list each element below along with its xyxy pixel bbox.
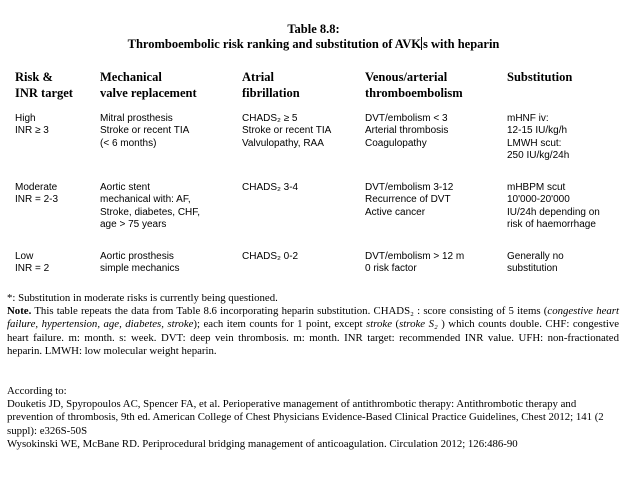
cell-line: CHADS₂ ≥ 5 xyxy=(242,113,298,124)
header-venous-line: Venous/arterial xyxy=(365,70,448,84)
row-moderate-atrial xyxy=(242,182,298,194)
references-heading: According to: xyxy=(7,385,67,397)
cell-line: DVT/embolism < 3 xyxy=(365,113,448,124)
header-atrial xyxy=(242,69,300,101)
row-moderate-mechanical xyxy=(100,182,200,231)
header-atrial-line: Atrial xyxy=(242,70,274,84)
row-high-mechanical xyxy=(100,113,189,150)
cell-line: Valvulopathy, RAA xyxy=(242,137,324,149)
table-title-part2: s with heparin xyxy=(422,37,500,51)
cell-line: Stroke, diabetes, CHF, xyxy=(100,206,201,218)
cell-line: INR = 2 xyxy=(15,263,50,275)
cell-line: mechanical with: AF, xyxy=(100,194,191,206)
header-substitution xyxy=(507,69,572,85)
header-venous xyxy=(365,69,463,101)
cell-line: Stroke or recent TIA xyxy=(100,125,190,137)
note-label: Note. xyxy=(7,305,32,318)
row-high-venous xyxy=(365,113,448,150)
table-number: Table 8.8: xyxy=(287,22,340,36)
cell-line: 10'000-20'000 xyxy=(507,194,570,206)
header-risk-line: INR target xyxy=(15,86,73,100)
cell-line: High xyxy=(15,113,36,124)
cell-line: Generally no xyxy=(507,251,564,262)
row-low-risk xyxy=(15,251,49,276)
cell-line: IU/24h depending on xyxy=(507,206,600,218)
cell-line: 250 IU/kg/24h xyxy=(507,149,570,161)
cell-line: DVT/embolism 3-12 xyxy=(365,182,454,193)
header-substitution-line: Substitution xyxy=(507,70,573,84)
note-text-italic: congestive heart failure, hypertension, age, diabetes, stroke xyxy=(7,305,619,331)
header-atrial-line: fibrillation xyxy=(242,86,300,100)
cell-line: LMWH scut: xyxy=(507,137,562,149)
cell-line: CHADS₂ 3-4 xyxy=(242,182,299,193)
cell-line: simple mechanics xyxy=(100,263,180,275)
row-high-substitution xyxy=(507,113,569,162)
table-notes xyxy=(7,292,619,358)
table-title xyxy=(0,37,627,52)
references xyxy=(7,385,622,451)
header-mechanical-line: Mechanical xyxy=(100,70,162,84)
cell-line: substitution xyxy=(507,263,558,275)
cell-line: risk of haemorrhage xyxy=(507,218,596,230)
row-low-substitution xyxy=(507,251,564,276)
row-moderate-substitution xyxy=(507,182,600,231)
cell-line: Mitral prosthesis xyxy=(100,113,173,124)
header-mechanical-line: valve replacement xyxy=(100,86,197,100)
note-text-italic: stroke S₂ xyxy=(399,318,438,331)
cell-line: CHADS₂ 0-2 xyxy=(242,251,299,262)
row-moderate-risk xyxy=(15,182,58,207)
header-risk-line: Risk & xyxy=(15,70,53,84)
cell-line: Coagulopathy xyxy=(365,137,427,149)
note-paragraph xyxy=(7,305,619,358)
note-text: ( xyxy=(392,318,400,331)
cell-line: mHNF iv: xyxy=(507,113,549,124)
row-low-mechanical xyxy=(100,251,179,276)
cell-line: 0 risk factor xyxy=(365,263,417,275)
cell-line: INR = 2-3 xyxy=(15,194,59,206)
table-title-part1: Thromboembolic risk ranking and substitution of AVK xyxy=(127,37,421,51)
header-mechanical xyxy=(100,69,197,101)
row-low-atrial xyxy=(242,251,298,263)
reference-item: Douketis JD, Spyropoulos AC, Spencer FA, et al. Perioperative management of antithrombotic therapy: Antithrombotic therapy and prevention of thrombosis, 9th ed. American College of Chest Physicians Evidence-Based Clinical Practice Guidelines, Chest 2012; 141 (2 suppl): e326S-50S xyxy=(7,398,604,437)
cell-line: 12-15 IU/kg/h xyxy=(507,125,568,137)
note-text: This table repeats the data from Table 8.6 incorporating heparin substitution. CHADS₂ : score consisting of 5 items ( xyxy=(31,305,548,318)
cell-line: Aortic prosthesis xyxy=(100,251,174,262)
row-high-atrial xyxy=(242,113,331,150)
cell-line: DVT/embolism > 12 m xyxy=(365,251,465,262)
reference-item: Wysokinski WE, McBane RD. Periprocedural bridging management of anticoagulation. Circulation 2012; 126:486-90 xyxy=(7,437,518,450)
note-text: ) which counts double. CHF: congestive heart failure. m: month. s: week. DVT: deep vein thrombosis. m: month. INR target: recommended INR value. UFH: non-fractionated heparin. LMWH: low molecular weight heparin. xyxy=(7,318,620,357)
note-text: ); each item counts for 1 point, except xyxy=(193,318,367,331)
cell-line: Active cancer xyxy=(365,206,426,218)
cell-line: INR ≥ 3 xyxy=(15,125,49,137)
cell-line: Recurrence of DVT xyxy=(365,194,451,206)
header-risk xyxy=(15,69,73,101)
cell-line: age > 75 years xyxy=(100,218,167,230)
cell-line: mHBPM scut xyxy=(507,182,566,193)
asterisk-note: *: Substitution in moderate risks is currently being questioned. xyxy=(7,292,278,304)
cell-line: Aortic stent xyxy=(100,182,151,193)
row-moderate-venous xyxy=(365,182,453,219)
cell-line: Stroke or recent TIA xyxy=(242,125,332,137)
cell-line: (< 6 months) xyxy=(100,137,157,149)
cell-line: Low xyxy=(15,251,34,262)
header-venous-line: thromboembolism xyxy=(365,86,463,100)
row-low-venous xyxy=(365,251,464,276)
cell-line: Arterial thrombosis xyxy=(365,125,449,137)
cell-line: Moderate xyxy=(15,182,58,193)
note-text-italic: stroke xyxy=(366,318,393,331)
row-high-risk xyxy=(15,113,49,138)
